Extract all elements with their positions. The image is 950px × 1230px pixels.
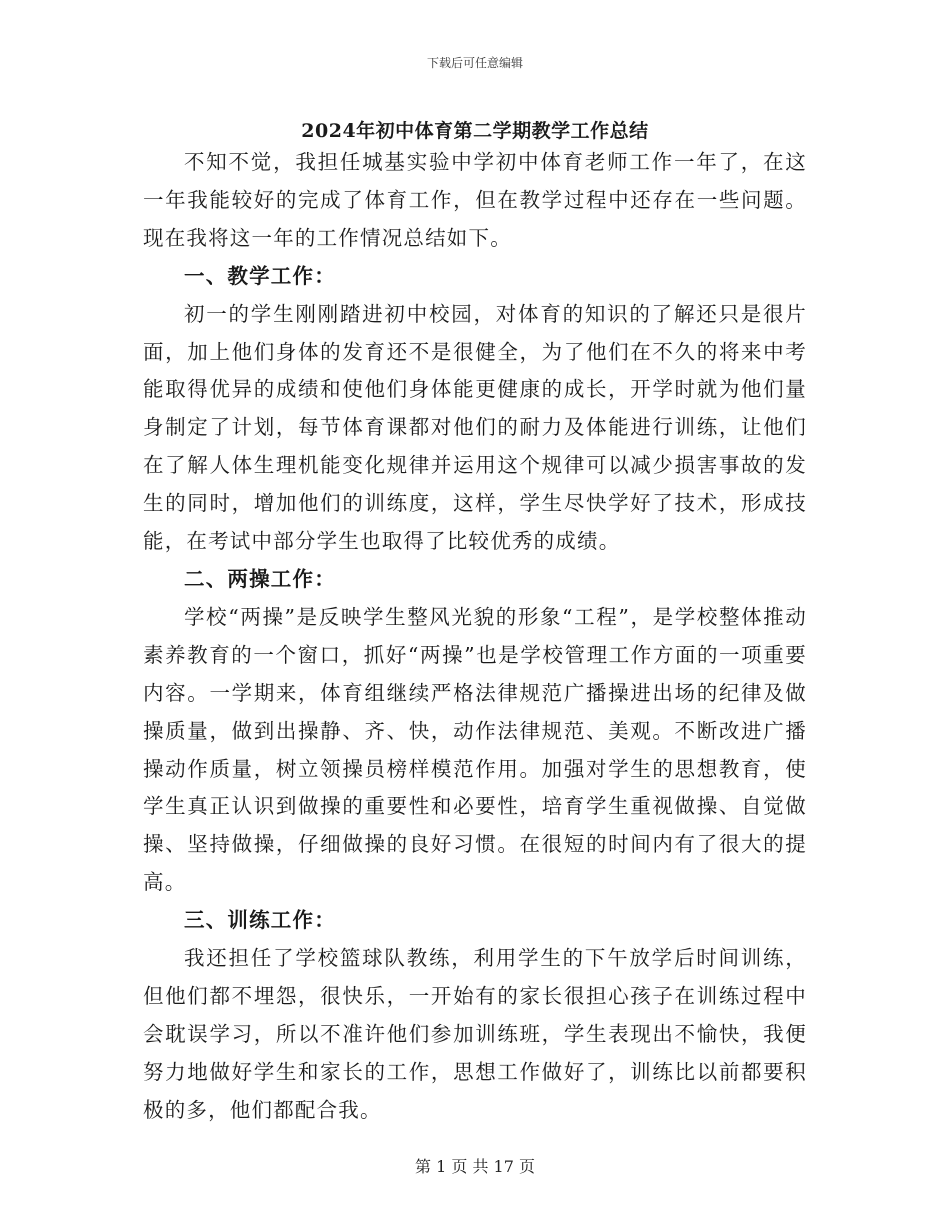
- page-header-note: 下载后可任意编辑: [426, 56, 523, 70]
- section-heading-teaching: 一、教学工作：: [184, 263, 336, 288]
- page-number-footer: 第 1 页 共 17 页: [415, 1157, 535, 1176]
- section-heading-training: 三、训练工作：: [184, 908, 336, 933]
- section-text-teaching: 初一的学生刚刚踏进初中校园，对体育的知识的了解还只是很片面，加上他们身体的发育还不是很健全，为了他们在不久的将来中考能取得优异的成绩和使他们身体能更健康的成长，开学时就为他们量身制定了计划，每节体育课都对他们的耐力及体能进行训练，让他们在了解人体生理机能变化规律并运用这个规律可以减少损害事故的发生的同时，增加他们的训练度，这样，学生尽快学好了技术，形成技能，在考试中部分学生也取得了比较优秀的成绩。: [143, 301, 807, 554]
- document-title: 2024年初中体育第二学期教学工作总结: [301, 120, 649, 142]
- document-body: [143, 144, 807, 1130]
- section-heading-exercises: 二、两操工作：: [184, 566, 336, 591]
- intro-paragraph: 不知不觉，我担任城基实验中学初中体育老师工作一年了，在这一年我能较好的完成了体育工作，但在教学过程中还存在一些问题。现在我将这一年的工作情况总结如下。: [143, 150, 807, 250]
- section-text-training: 我还担任了学校篮球队教练，利用学生的下午放学后时间训练，但他们都不埋怨，很快乐，一开始有的家长很担心孩子在训练过程中会耽误学习，所以不准许他们参加训练班，学生表现出不愉快，我便努力地做好学生和家长的工作，思想工作做好了，训练比以前都要积极的多，他们都配合我。: [143, 946, 807, 1122]
- section-text-exercises: 学校“两操”是反映学生整风光貌的形象“工程”，是学校整体推动素养教育的一个窗口，抓好“两操”也是学校管理工作方面的一项重要内容。一学期来，体育组继续严格法律规范广播操进出场的纪律及做操质量，做到出操静、齐、快，动作法律规范、美观。不断改进广播操动作质量，树立领操员榜样模范作用。加强对学生的思想教育，使学生真正认识到做操的重要性和必要性，培育学生重视做操、自觉做操、坚持做操，仔细做操的良好习惯。在很短的时间内有了很大的提高。: [143, 604, 807, 895]
